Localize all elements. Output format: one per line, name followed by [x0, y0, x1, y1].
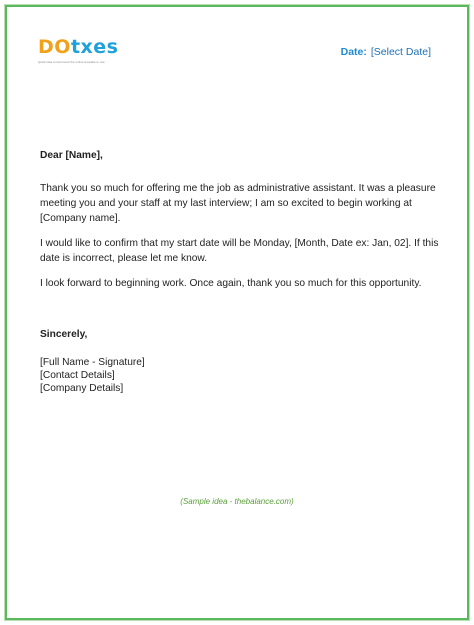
logo-tagline: Quick idea to document the online template to use: [38, 60, 105, 64]
paragraph-closing-thanks: I look forward to beginning work. Once again, thank you so much for this opportunity.: [40, 278, 422, 289]
logo-wordmark: [38, 37, 148, 57]
logo-letter-d: D: [38, 36, 55, 58]
signature-contact: [Contact Details]: [40, 369, 115, 381]
signature-company: [Company Details]: [40, 382, 124, 394]
logo-letters-txes: txes: [70, 36, 119, 58]
signature-name: [Full Name - Signature]: [40, 357, 145, 368]
paragraph-offer-thanks: Thank you so much for offering me the job as administrative assistant. It was a pleasure meeting you and your staff at my last interview; I am so excited to begin working at [Company name].: [40, 183, 436, 224]
salutation: Dear [Name],: [40, 150, 103, 161]
dotxes-logo: [38, 37, 148, 67]
logo-letter-o: O: [54, 36, 71, 58]
date-line: [341, 46, 431, 58]
paragraph-start-date: I would like to confirm that my start date will be Monday, [Month, Date ex: Jan, 02]. If this date is incorrect, please let me know.: [40, 238, 439, 264]
sample-source-note: (Sample idea - thebalance.com): [180, 497, 294, 506]
date-label: Date:: [340, 46, 367, 58]
letter-body: [40, 148, 440, 395]
date-value: [Select Date]: [370, 46, 431, 58]
closing: Sincerely,: [40, 329, 88, 340]
